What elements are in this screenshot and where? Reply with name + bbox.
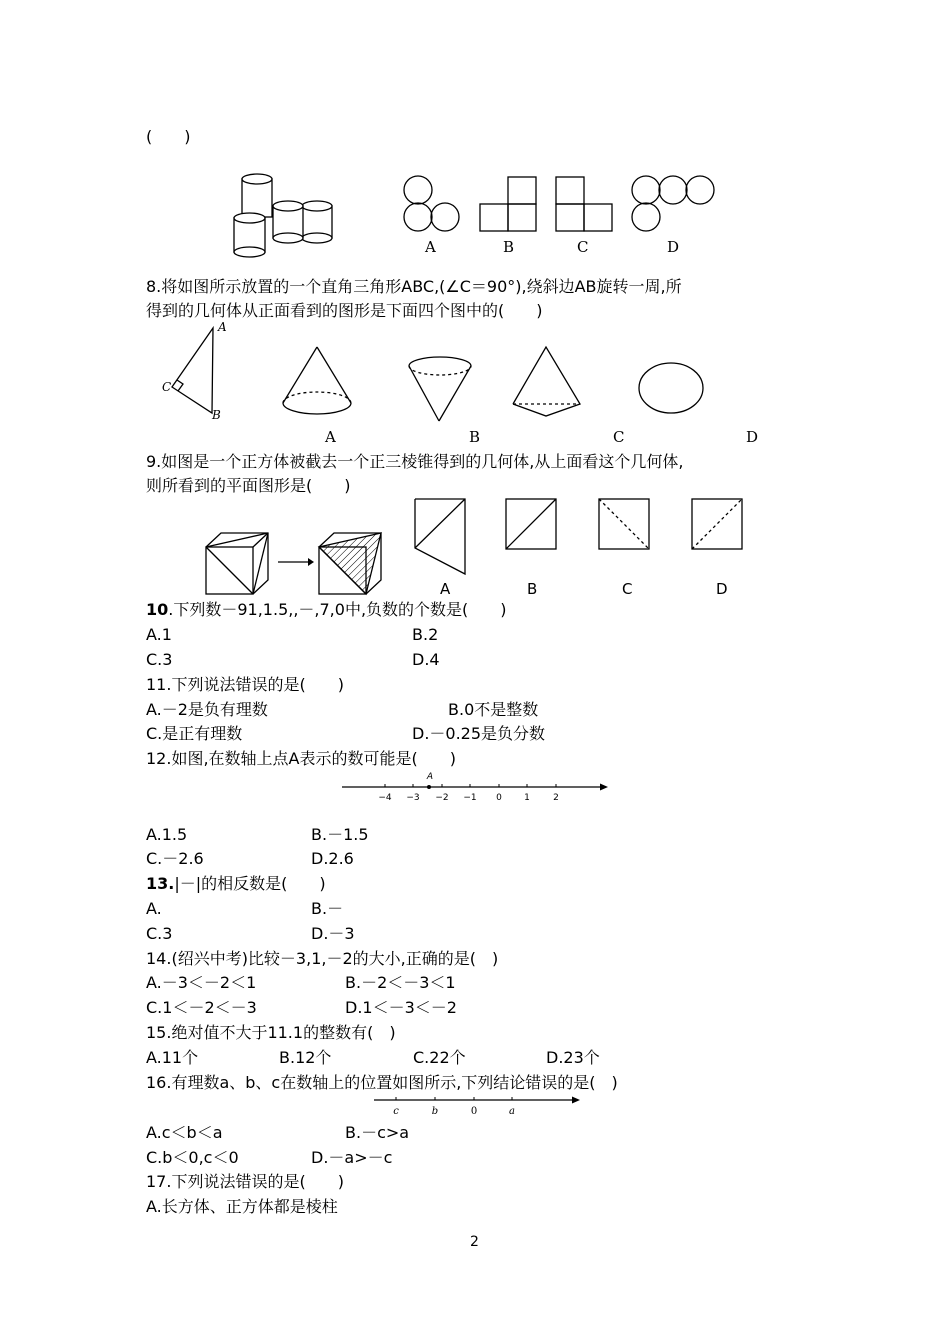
q7-option-b-figure — [478, 175, 540, 233]
q16-option-c: C.b＜0,c＜0 — [146, 1148, 239, 1167]
q12-tick-label: 0 — [496, 793, 502, 803]
q15-stem: 15.绝对值不大于11.1的整数有( ) — [146, 1023, 396, 1042]
q13-option-a: A. — [146, 899, 162, 918]
q16-option-b: B.－c>a — [345, 1123, 410, 1142]
q8-stem-line1: 8.将如图所示放置的一个直角三角形ABC,(∠C＝90°),绕斜边AB旋转一周,所 — [146, 277, 682, 296]
q8-option-c: C — [613, 428, 625, 446]
q8-option-b-figure — [406, 355, 476, 425]
q9-stem-line1: 9.如图是一个正方体被截去一个正三棱锥得到的几何体,从上面看这个几何体, — [146, 452, 684, 471]
q7-option-a-figure — [400, 175, 462, 233]
q9-option-a-figure — [412, 496, 468, 578]
q12-tick-label: 1 — [524, 793, 530, 803]
q12-tick-label: −3 — [406, 793, 420, 803]
q10-option-c: C.3 — [146, 650, 173, 669]
q9-option-b: B — [527, 580, 538, 598]
q7-option-a: A — [425, 238, 436, 256]
q8-vertex-b: B — [212, 408, 221, 422]
q8-option-c-figure — [510, 345, 585, 420]
q13-number: 13. — [146, 874, 175, 893]
q9-option-c-figure — [596, 496, 652, 552]
q11-stem: 11.下列说法错误的是( ) — [146, 675, 344, 694]
q7-answer-blank: ( ) — [146, 127, 191, 146]
q10-option-d: D.4 — [412, 650, 440, 669]
q9-option-d-figure — [689, 496, 745, 552]
q16-axis-label-zero: 0 — [470, 1106, 478, 1117]
q9-option-c: C — [622, 580, 633, 598]
q8-option-d-figure — [636, 360, 706, 416]
q8-vertex-c: C — [162, 380, 172, 394]
q12-option-b: B.－1.5 — [311, 825, 369, 844]
q8-option-b: B — [469, 428, 481, 446]
q13-stem — [146, 874, 326, 894]
q16-axis-label-a: a — [509, 1106, 515, 1117]
q15-option-d: D.23个 — [546, 1048, 600, 1067]
q13-option-c: C.3 — [146, 924, 173, 943]
q14-option-a: A.－3＜－2＜1 — [146, 973, 257, 992]
q12-stem: 12.如图,在数轴上点A表示的数可能是( ) — [146, 749, 456, 768]
q7-cylinders-figure — [230, 170, 340, 260]
q12-option-a: A.1.5 — [146, 825, 188, 844]
q12-number-line — [340, 768, 610, 804]
q10-number: 10 — [146, 600, 169, 619]
q12-tick-label: −1 — [463, 793, 477, 803]
q9-cube-figure — [203, 530, 273, 598]
q12-tick-label: −2 — [435, 793, 449, 803]
q9-option-d: D — [716, 580, 728, 598]
page-number: 2 — [470, 1234, 479, 1250]
q7-option-d: D — [667, 238, 680, 256]
q16-axis-label-b: b — [431, 1106, 439, 1117]
q11-option-b: B.0不是整数 — [448, 700, 539, 719]
q15-option-a: A.11个 — [146, 1048, 199, 1067]
q9-stem-line2: 则所看到的平面图形是( ) — [146, 476, 351, 495]
q16-option-d: D.－a>－c — [311, 1148, 393, 1167]
q11-option-d: D.－0.25是负分数 — [412, 724, 546, 743]
q8-vertex-a: A — [218, 320, 227, 334]
q15-option-c: C.22个 — [413, 1048, 466, 1067]
q7-option-c: C — [577, 238, 589, 256]
q10-stem-text: .下列数－91,1.5,,－,7,0中,负数的个数是( ) — [168, 600, 507, 619]
q12-tick-label: 2 — [553, 793, 559, 803]
q10-option-a: A.1 — [146, 625, 172, 644]
q12-tick-label: −4 — [378, 793, 392, 803]
q10-option-b: B.2 — [412, 625, 439, 644]
q8-option-a: A — [325, 428, 336, 446]
q8-option-d: D — [746, 428, 759, 446]
q17-stem: 17.下列说法错误的是( ) — [146, 1172, 344, 1191]
q16-stem: 16.有理数a、b、c在数轴上的位置如图所示,下列结论错误的是( ) — [146, 1073, 618, 1092]
q13-stem-text: |－|的相反数是( ) — [174, 874, 326, 893]
q7-option-b: B — [503, 238, 515, 256]
q16-option-a: A.c＜b＜a — [146, 1123, 223, 1142]
q8-stem-line2: 得到的几何体从正面看到的图形是下面四个图中的( ) — [146, 301, 543, 320]
q13-option-d: D.－3 — [311, 924, 355, 943]
q11-option-a: A.－2是负有理数 — [146, 700, 268, 719]
q9-option-a: A — [440, 580, 451, 598]
q14-stem: 14.(绍兴中考)比较－3,1,－2的大小,正确的是( ) — [146, 949, 499, 968]
q14-option-b: B.－2＜－3＜1 — [345, 973, 456, 992]
q11-option-c: C.是正有理数 — [146, 724, 243, 743]
q9-cut-cube-figure — [316, 530, 386, 598]
q8-cone-figure — [280, 345, 355, 420]
q14-option-d: D.1＜－3＜－2 — [345, 998, 457, 1017]
q9-option-b-figure — [503, 496, 559, 552]
q15-option-b: B.12个 — [279, 1048, 332, 1067]
q9-arrow — [277, 556, 315, 568]
q12-option-d: D.2.6 — [311, 849, 354, 868]
q13-option-b: B.－ — [311, 899, 344, 918]
q14-option-c: C.1＜－2＜－3 — [146, 998, 257, 1017]
q7-option-d-figure — [630, 174, 720, 234]
q7-option-c-figure — [554, 175, 616, 233]
q16-axis-label-c: c — [393, 1106, 399, 1117]
q12-point-a-label: A — [426, 772, 434, 782]
q17-option-a: A.长方体、正方体都是棱柱 — [146, 1197, 338, 1216]
q16-number-line — [372, 1091, 582, 1117]
q12-option-c: C.－2.6 — [146, 849, 204, 868]
q10-stem — [146, 600, 507, 620]
